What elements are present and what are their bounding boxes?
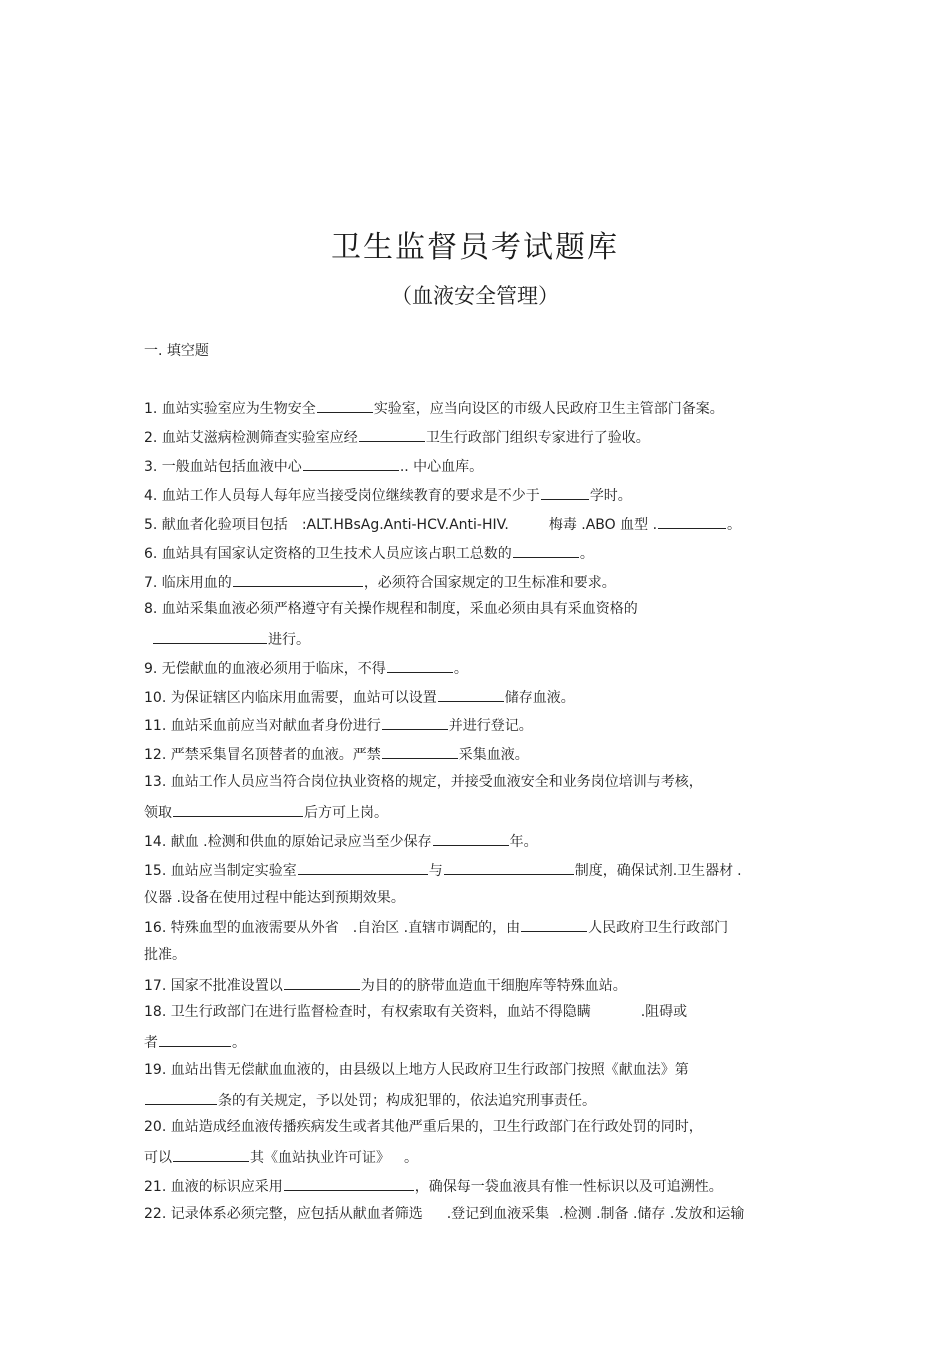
question-text: 。	[727, 517, 742, 533]
question-text: 为目的的脐带血造血干细胞库等特殊血站。	[360, 978, 627, 994]
question-text: 10. 为保证辖区内临床用血需要，血站可以设置	[144, 690, 437, 706]
question-text: 14. 献血 .检测和供血的原始记录应当至少保存	[144, 834, 432, 850]
question-text: 6. 血站具有国家认定资格的卫生技术人员应该占职工总数的	[144, 546, 512, 562]
question-line	[144, 975, 814, 995]
question-line	[144, 427, 814, 447]
question-text: 制度，确保试剂	[574, 863, 673, 879]
question-line	[144, 543, 814, 563]
question-line	[144, 773, 814, 791]
question-text: 17. 国家不批准设置以	[144, 978, 283, 994]
question-text: 批准。	[144, 947, 186, 963]
answer-blank	[541, 485, 589, 500]
question-text: ，确保每一袋血液具有惟一性标识以及可追溯性。	[414, 1179, 723, 1195]
question-text: 进行。	[268, 632, 310, 648]
question-text: .	[737, 863, 742, 879]
answer-blank	[233, 572, 363, 587]
question-line	[144, 831, 814, 851]
question-line	[144, 687, 814, 707]
question-text: 4. 血站工作人员每人每年应当接受岗位继续教育的要求是不少于	[144, 488, 540, 504]
answer-blank	[382, 744, 458, 759]
question-text: 12. 严禁采集冒名顶替者的血液。严禁	[144, 747, 381, 763]
question-text: 3. 一般血站包括血液中心	[144, 459, 302, 475]
question-text: .自治区 .直辖市调配的，由	[352, 920, 521, 936]
question-text: . 中心血库。	[404, 459, 484, 475]
question-text: 11. 血站采血前应当对献血者身份进行	[144, 718, 381, 734]
question-line	[144, 1118, 814, 1136]
answer-blank	[159, 1032, 231, 1047]
question-text: 可以	[144, 1150, 172, 1166]
question-line	[144, 1176, 814, 1196]
answer-blank	[173, 1147, 249, 1162]
question-text: 19. 血站出售无偿献血血液的，由县级以上地方人民政府卫生行政部门按照《献血法》第	[144, 1062, 689, 1078]
question-text: 5. 献血者化验项目包括	[144, 517, 288, 533]
answer-blank	[382, 715, 448, 730]
section-heading: 一. 填空题	[144, 343, 209, 359]
question-line	[144, 398, 814, 418]
question-text: 仪器 .设备在使用过程中能达到预期效果。	[144, 890, 405, 906]
question-line	[144, 715, 814, 735]
question-text: 条的有关规定，予以处罚；构成犯罪的，依法追究刑事责任。	[218, 1093, 596, 1109]
question-text: 8. 血站采集血液必须严格遵守有关操作规程和制度，采血必须由具有采血资格的	[144, 601, 638, 617]
question-text: 后方可上岗。	[304, 805, 388, 821]
question-text: 1. 血站实验室应为生物安全	[144, 401, 316, 417]
question-text: 年。	[509, 834, 538, 850]
answer-blank	[359, 427, 425, 442]
answer-blank	[284, 1176, 414, 1191]
answer-blank	[387, 658, 453, 673]
question-line	[144, 456, 814, 476]
question-line	[144, 860, 814, 880]
answer-blank	[521, 917, 587, 932]
answer-blank	[284, 975, 360, 990]
answer-blank	[145, 1090, 217, 1105]
answer-blank	[303, 456, 399, 471]
question-text: .	[399, 459, 405, 475]
question-text: 9. 无偿献血的血液必须用于临床，不得	[144, 661, 386, 677]
answer-blank	[658, 514, 726, 529]
question-line	[144, 802, 814, 822]
question-text: .登记到血液采集	[446, 1206, 550, 1222]
question-text: .检测 .制备 .储存 .发放和运输	[559, 1206, 745, 1222]
question-line	[144, 744, 814, 764]
question-text: 22. 记录体系必须完整，应包括从献血者筛选	[144, 1206, 423, 1222]
answer-blank	[298, 860, 428, 875]
question-line	[144, 572, 814, 592]
question-line	[144, 1147, 814, 1167]
question-text: 采集血液。	[458, 747, 529, 763]
question-text: 。	[404, 1150, 418, 1166]
answer-blank	[433, 831, 509, 846]
question-text: 。	[453, 661, 468, 677]
question-text: 。	[232, 1035, 246, 1051]
question-line	[152, 629, 822, 649]
answer-blank	[513, 543, 579, 558]
question-text: 20. 血站造成经血液传播疾病发生或者其他严重后果的，卫生行政部门在行政处罚的同时，	[144, 1119, 703, 1135]
answer-blank	[153, 629, 267, 644]
question-line	[144, 658, 814, 678]
question-text: 15. 血站应当制定实验室	[144, 863, 297, 879]
answer-blank	[173, 802, 303, 817]
question-text: 。	[579, 546, 594, 562]
question-text: 2. 血站艾滋病检测筛查实验室应经	[144, 430, 358, 446]
question-text: 18. 卫生行政部门在进行监督检查时，有权索取有关资料，血站不得隐瞒	[144, 1004, 591, 1020]
question-text: 其《血站执业许可证》	[250, 1150, 390, 1166]
question-text: 领取	[144, 805, 172, 821]
question-text: 实验室，应当向设区的市级人民政府卫生主管部门备案。	[373, 401, 724, 417]
answer-blank	[317, 398, 373, 413]
question-line	[144, 514, 814, 534]
question-text: 者	[144, 1035, 158, 1051]
question-line	[144, 600, 814, 618]
question-line	[144, 1061, 814, 1079]
question-text: 7. 临床用血的	[144, 575, 232, 591]
question-line	[144, 1205, 814, 1223]
question-text: 学时。	[589, 488, 632, 504]
question-text: .卫生器材	[672, 863, 734, 879]
answer-blank	[438, 687, 504, 702]
question-text: 人民政府卫生行政部门	[588, 920, 729, 936]
question-line	[144, 1003, 814, 1021]
question-line	[144, 917, 814, 937]
question-line	[144, 485, 814, 505]
question-line	[144, 1032, 814, 1052]
question-text: 与	[428, 863, 443, 879]
question-text: 并进行登记。	[448, 718, 533, 734]
question-line	[144, 946, 814, 964]
question-text: .阻碍或	[640, 1004, 688, 1020]
question-text: 储存血液。	[504, 690, 575, 706]
document-title: 卫生监督员考试题库	[331, 230, 619, 265]
question-text: :ALT.HBsAg.Anti-HCV.Anti-HIV.	[301, 517, 509, 533]
question-text: 梅毒 .ABO 血型 .	[548, 517, 658, 533]
question-text: 16. 特殊血型的血液需要从外省	[144, 920, 339, 936]
question-text: 13. 血站工作人员应当符合岗位执业资格的规定，并接受血液安全和业务岗位培训与考核，	[144, 774, 703, 790]
document-subtitle: （血液安全管理）	[391, 284, 559, 308]
question-text: 21. 血液的标识应采用	[144, 1179, 283, 1195]
answer-blank	[444, 860, 574, 875]
question-line	[144, 889, 814, 907]
question-line	[144, 1090, 814, 1110]
question-text: ，必须符合国家规定的卫生标准和要求。	[363, 575, 616, 591]
question-text: 卫生行政部门组织专家进行了验收。	[425, 430, 650, 446]
